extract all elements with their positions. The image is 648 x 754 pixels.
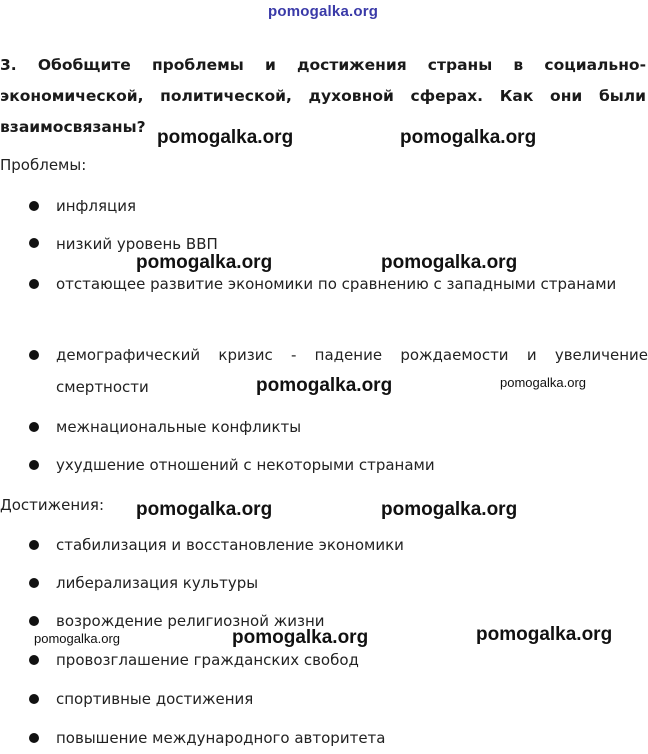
bullet-icon: [29, 694, 39, 704]
watermark: pomogalka.org: [136, 252, 273, 273]
bullet-icon: [29, 422, 39, 432]
site-header[interactable]: pomogalka.org: [268, 3, 379, 20]
bullet-icon: [29, 279, 39, 289]
achievement-item: возрождение религиозной жизни: [56, 612, 325, 630]
problem-item: инфляция: [56, 197, 136, 215]
bullet-icon: [29, 201, 39, 211]
watermark: pomogalka.org: [400, 127, 537, 148]
bullet-icon: [29, 616, 39, 626]
watermark: pomogalka.org: [157, 127, 294, 148]
watermark: pomogalka.org: [476, 624, 613, 645]
problem-item: демографический кризис - падение рождаемости и увеличение смертности: [56, 346, 648, 396]
problem-item: ухудшение отношений с некоторыми странами: [56, 456, 435, 474]
bullet-icon: [29, 655, 39, 665]
achievement-item: либерализация культуры: [56, 574, 259, 592]
achievement-item: стабилизация и восстановление экономики: [56, 536, 404, 554]
watermark: pomogalka.org: [500, 375, 586, 390]
bullet-icon: [29, 540, 39, 550]
bullet-icon: [29, 733, 39, 743]
achievement-item: повышение международного авторитета: [56, 729, 386, 747]
watermark: pomogalka.org: [256, 375, 393, 396]
problem-item: отстающее развитие экономики по сравнению с западными странами: [56, 275, 617, 293]
achievements-label: Достижения:: [0, 496, 105, 514]
question-text: 3. Обобщите проблемы и достижения страны в социально-экономической, политической, духовной сферах. Как они были взаимосвязаны?: [0, 56, 646, 136]
watermark: pomogalka.org: [381, 499, 518, 520]
achievement-item: провозглашение гражданских свобод: [56, 651, 359, 669]
bullet-icon: [29, 578, 39, 588]
watermark: pomogalka.org: [232, 627, 369, 648]
bullet-icon: [29, 238, 39, 248]
problem-item: низкий уровень ВВП: [56, 235, 218, 253]
achievement-item: спортивные достижения: [56, 690, 254, 708]
watermark: pomogalka.org: [381, 252, 518, 273]
problems-label: Проблемы:: [0, 156, 87, 174]
watermark: pomogalka.org: [136, 499, 273, 520]
problem-item: межнациональные конфликты: [56, 418, 302, 436]
watermark: pomogalka.org: [34, 631, 120, 646]
bullet-icon: [29, 460, 39, 470]
bullet-icon: [29, 350, 39, 360]
